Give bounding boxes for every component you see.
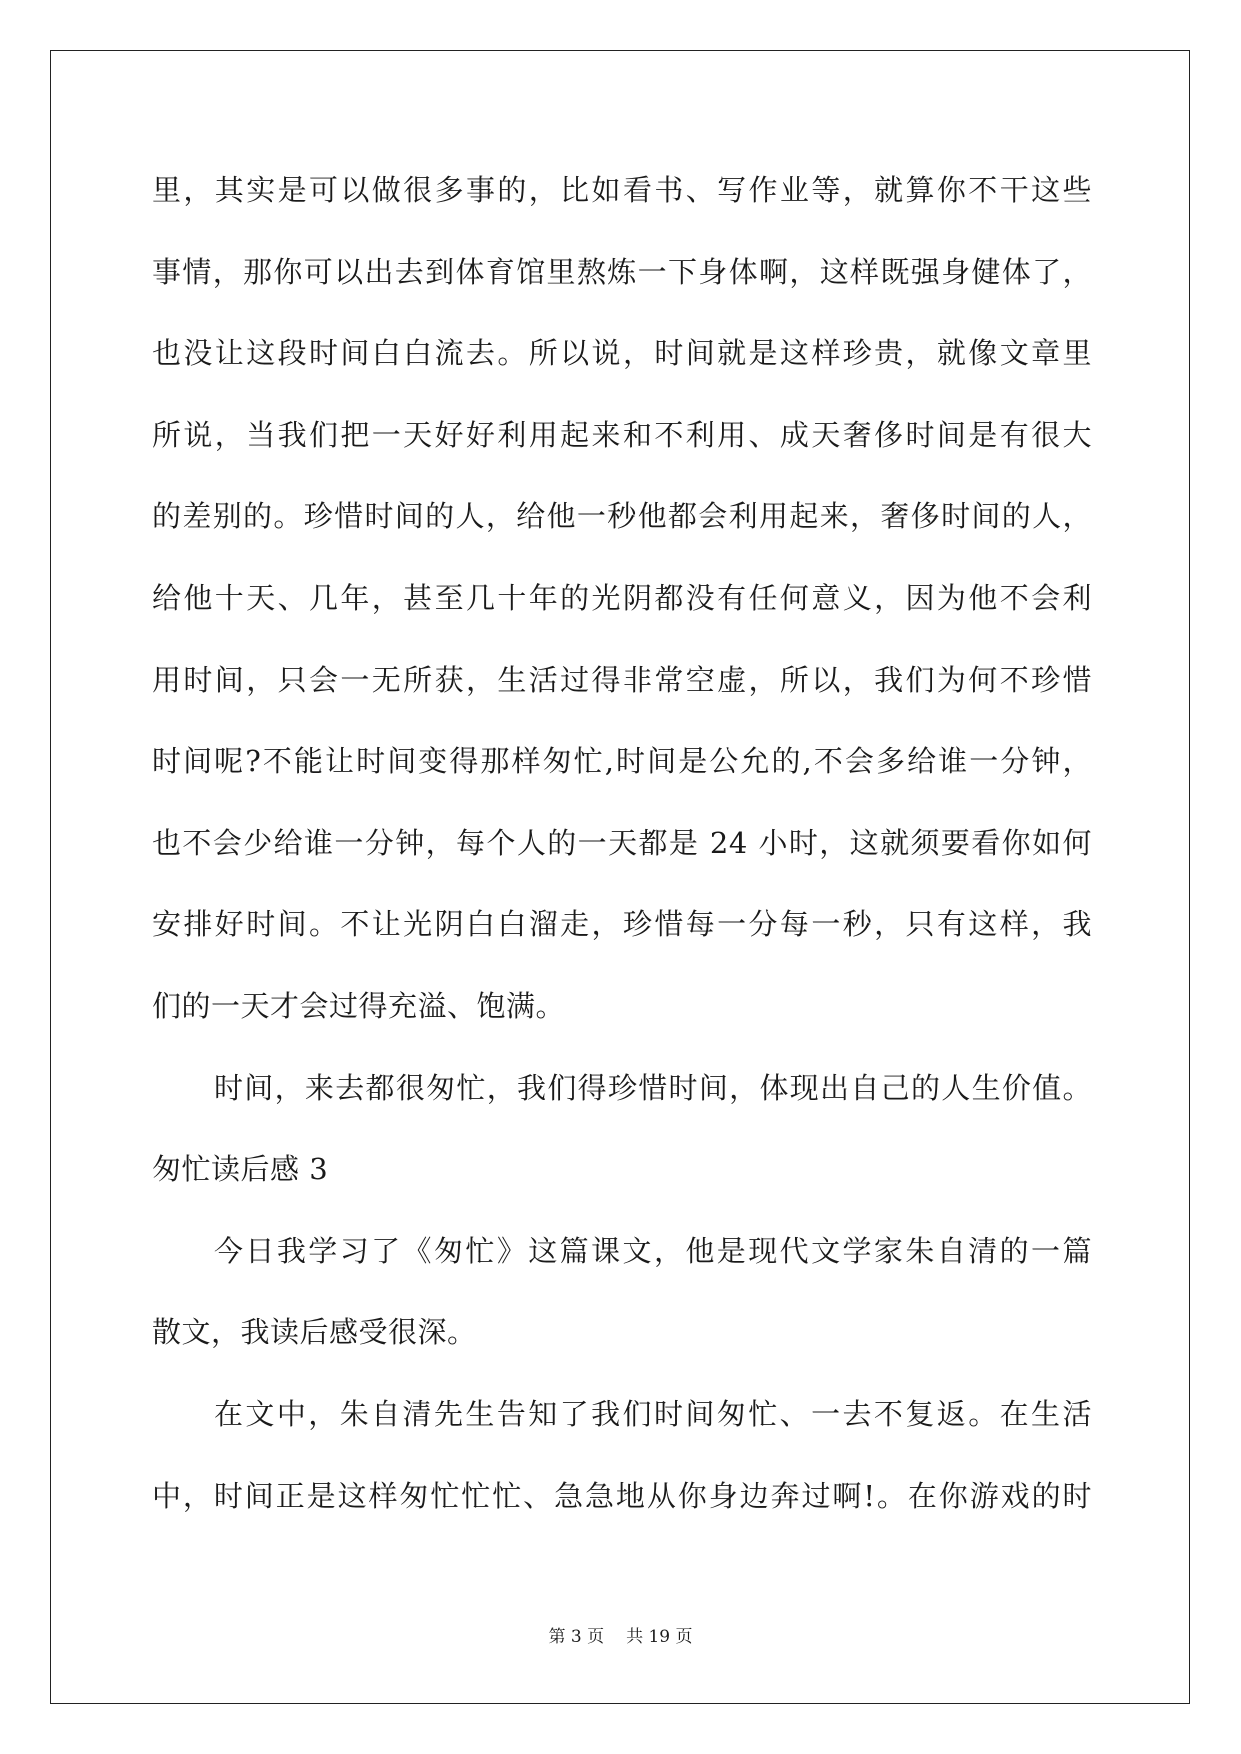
text-line: 安排好时间。不让光阴白白溜走，珍惜每一分每一秒，只有这样，我 [152,907,1092,942]
text-line: 散文，我读后感受很深。 [152,1315,477,1350]
page-footer [0,1622,1241,1647]
text-line: 里，其实是可以做很多事的，比如看书、写作业等，就算你不干这些 [152,173,1092,207]
text-line: 在文中，朱自清先生告知了我们时间匆忙、一去不复返。在生活 [214,1396,1092,1431]
text-line: 也不会少给谁一分钟，每个人的一天都是 24 小时，这就须要看你如何 [152,825,1092,860]
section-heading: 匆忙读后感 3 [152,1152,329,1187]
text-line: 时间呢?不能让时间变得那样匆忙,时间是公允的,不会多给谁一分钟， [152,744,1092,779]
page-total: 共 19 页 [626,1627,693,1647]
page-number: 第 3 页 [548,1627,605,1647]
text-line: 也没让这段时间白白流去。所以说，时间就是这样珍贵，就像文章里 [152,336,1092,371]
text-line: 们的一天才会过得充溢、饱满。 [152,988,566,1023]
text-line: 用时间，只会一无所获，生活过得非常空虚，所以，我们为何不珍惜 [152,662,1092,697]
text-line: 时间，来去都很匆忙，我们得珍惜时间，体现出自己的人生价值。 [214,1070,1092,1105]
document-body [152,160,1092,1547]
text-line: 所说，当我们把一天好好利用起来和不利用、成天奢侈时间是有很大 [152,417,1092,452]
text-line: 事情，那你可以出去到体育馆里熬炼一下身体啊，这样既强身健体了， [152,254,1092,289]
text-line: 给他十天、几年，甚至几十年的光阴都没有任何意义，因为他不会利 [152,580,1092,615]
text-line: 中，时间正是这样匆忙忙忙、急急地从你身边奔过啊!。在你游戏的时 [152,1478,1092,1513]
text-line: 的差别的。珍惜时间的人，给他一秒他都会利用起来，奢侈时间的人， [152,499,1092,534]
text-line: 今日我学习了《匆忙》这篇课文，他是现代文学家朱自清的一篇 [214,1233,1092,1268]
